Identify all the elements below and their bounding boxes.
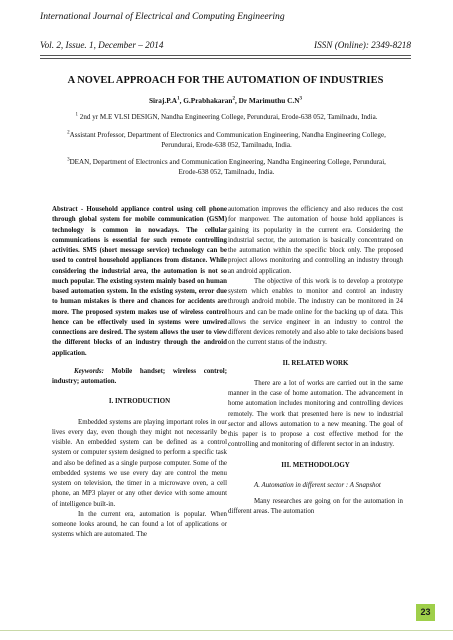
affiliation-text: DEAN, Department of Electronics and Communication Engineering, Nandha Engineering College, Perundurai, Erode-638 052, Tamilnadu, India. — [69, 158, 386, 176]
affiliation-sup: 2 — [67, 130, 70, 136]
left-column — [52, 205, 227, 541]
author-name: G.Prabhakaran — [183, 96, 233, 105]
affiliation-text: 2nd yr M.E VLSI DESIGN, Nandha Engineering College, Perundurai, Erode-638 052, Tamilnadu, India. — [78, 113, 378, 121]
section-heading-methodology: III. METHODOLOGY — [281, 461, 350, 469]
issue-line — [40, 40, 411, 50]
paragraph: Embedded systems are playing important roles in our lives every day, even though they might not necessarily be visible. An embedded system can be defined as a control system or computer system designed to perform a specific task and also be defined as a single purpose computer. Some of the embedded systems we use every day are control the menu system on television, the timer in a microwave oven, a cell phone, an MP3 player or any other device with some amount of intelligence built-in. — [52, 418, 227, 508]
author-name: Siraj.P.A — [148, 96, 178, 105]
paragraph: The objective of this work is to develop a prototype system which enables to monitor and control an industry through android mobile. The industry can be monitored in 24 hours and can be made online for the backing up of data. This allows the service engineer in an industry to control the different devices remotely and also able to take decisions based on the current status of the industry. — [228, 277, 403, 347]
volume-issue: Vol. 2, Issue. 1, December – 2014 — [40, 40, 164, 50]
paper-title: A NOVEL APPROACH FOR THE AUTOMATION OF INDUSTRIES — [67, 75, 384, 86]
abstract: Abstract - Household appliance control using cell phone through global system for mobile communication (GSM) technology is common in nowadays. The cellular communications is essential for such remote controlling activities. SMS (short message service) technology can be used to control household appliances from distance. While considering the industrial area, the automation is not so much popular. The existing system mainly based on human based automation system. In the existing system, error due to human mistakes is there and chances for accidents are more. The proposed system makes use of wireless control hence can be effectively used in systems were unwired connections are desired. The system allows the user to view the different blocks of an industry through the android application. — [52, 206, 227, 357]
author-sep: , — [179, 96, 184, 105]
affiliation-text: Assistant Professor, Department of Electronics and Communication Engineering, Nandha Engineering College, Perundurai, Erode-638 052, Tamilnadu, India. — [69, 131, 386, 149]
keywords-label: Keywords: — [74, 367, 104, 375]
paragraph: automation improves the efficiency and also reduces the cost for manpower. The automation of house hold appliances is gaining its popularity in the current era. Considering the industrial sector, the automation is basically concentrated on the automation within the specific block only. The proposed project allows monitoring and controlling an industry through an android application. — [228, 206, 403, 275]
paragraph: In the current era, automation is popular. When someone looks around, he can found a lot of applications or systems which are automated. The — [52, 510, 227, 539]
affiliation-sup: 3 — [67, 157, 70, 163]
author-sup: 1 — [177, 96, 180, 102]
paragraph: Many researches are going on for the automation in different areas. The automation — [228, 498, 403, 516]
footer-rule — [0, 630, 453, 631]
paragraph: There are a lot of works are carried out in the same manner in the case of home automation. The advancement in home automation includes monitoring and controlling devices remotely. The work that presented here is new to industrial sector and allows automation to a new meaning. The goal of this paper is to propose a cost effective method for the controlling and monitoring of different sector in an industry. — [228, 379, 403, 449]
right-column — [228, 205, 403, 518]
issn: ISSN (Online): 2349-8218 — [314, 40, 411, 50]
affiliation-sup: 1 — [75, 112, 78, 118]
affiliation-3 — [60, 158, 393, 177]
author-sup: 2 — [232, 96, 235, 102]
affiliation-2 — [60, 131, 393, 150]
section-heading-introduction: I. INTRODUCTION — [108, 398, 171, 406]
journal-name: International Journal of Electrical and Computing Engineering — [40, 11, 285, 22]
author-sup: 3 — [299, 96, 303, 102]
subsection-heading: A. Automation in different sector : A Snapshot — [254, 481, 381, 489]
author-name: Dr Marimuthu C.N — [238, 96, 300, 105]
author-sep: , — [235, 96, 239, 105]
header-rule-bottom — [40, 58, 411, 59]
page-number: 23 — [416, 604, 435, 621]
header-rule-top — [40, 55, 411, 56]
author-list — [40, 96, 411, 105]
affiliation-1 — [60, 113, 393, 123]
keywords — [52, 367, 227, 388]
keywords-text: Mobile handset; wireless control; industry; automation. — [52, 367, 227, 385]
section-heading-related-work: II. RELATED WORK — [282, 359, 349, 367]
